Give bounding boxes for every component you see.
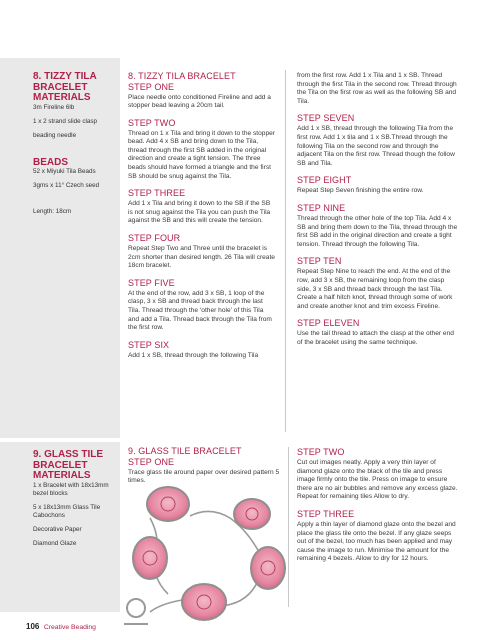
step-heading: STEP SEVEN — [297, 113, 355, 124]
step-text: At the end of the row, add 3 x SB, 1 loop of the clasp, 3 x SB and thread back through the last Tila. Thread through the ‘other hole’ of this Tila and add a Tila. Thread back through the Tila from the first row. — [128, 289, 272, 332]
material-item: beading needle — [33, 131, 77, 139]
tizzy-materials-sidebar — [33, 72, 113, 216]
glass-tile — [234, 499, 270, 529]
step-text: Add 1 x Tila and bring it down to the SB if the SB is not snug against the Tila you can push the Tila against the SB and this will create the tension. — [128, 200, 271, 225]
step-text: Add 1 x SB, thread through the following Tila — [128, 351, 259, 359]
step-heading: STEP ONE — [128, 81, 175, 92]
page-footer — [26, 616, 96, 634]
glass-tile — [182, 584, 226, 620]
step-text: Thread on 1 x Tila and bring it down to the stopper bead. Add 4 x SB and bring down to the Tila, thread through the first SB added in the original direction and create a tight tension. The three beads should have formed a triangle and the first SB should be snug against the Tila. — [128, 129, 275, 180]
glass-tile — [147, 487, 189, 521]
bead-item: 52 x Miyuki Tila Beads — [33, 168, 96, 175]
glass-title: 9. GLASS TILE BRACELET — [128, 446, 242, 456]
step-heading: STEP ONE — [128, 456, 175, 467]
step-text: Place needle onto conditioned Fireline and add a stopper bead leaving a 20cm tail. — [128, 93, 271, 110]
step-text: Repeat Step Nine to reach the end. At the end of the row, add 3 x SB, the remaining loop from the clasp side, 3 x SB and thread back through the last Tila. Create a half hitch knot, thread through some of work and create another knot and trim excess Fireline. — [297, 268, 453, 310]
step-heading: STEP TEN — [297, 256, 342, 267]
tizzy-column-left — [128, 72, 276, 367]
step-heading: STEP SIX — [128, 339, 170, 350]
material-item: 3m Fireline 6lb — [33, 103, 75, 111]
step-heading: STEP ELEVEN — [297, 318, 360, 329]
glass-column-right — [297, 447, 459, 571]
step-text: Thread through the other hole of the top Tila. Add 4 x SB and bring them down to the Tila, thread through the first SB add in the original direction and create a tight tension. Thread through the following Tila. — [297, 214, 458, 248]
column-divider — [288, 447, 289, 607]
material-item: 1 x 2 strand slide clasp — [33, 117, 98, 125]
step-heading: STEP NINE — [297, 202, 346, 213]
step-text: Use the tail thread to attach the clasp at the other end of the bracelet using the same technique. — [297, 330, 454, 346]
section-divider — [0, 438, 487, 442]
material-item: 5 x 18x13mm Glass Tile Cabochons — [33, 503, 101, 519]
material-item: Decorative Paper — [33, 525, 82, 533]
length-text: Length: 18cm — [33, 208, 72, 215]
tizzy-title: 8. TIZZY TILA BRACELET — [128, 71, 236, 81]
step-text: Add 1 x SB, thread through the following Tila from the first row. Add 1 x tila and 1 x SB.Thread through the following Tila on the second row and through the adjacent Tila on the first row. Thread though the follow SB and Tila. — [297, 125, 455, 167]
glass-materials-heading: 9. GLASS TILE BRACELET MATERIALS — [33, 449, 104, 481]
column-divider — [285, 70, 286, 432]
step-text: Apply a thin layer of diamond glaze onto the bezel and place the glass tile onto the bezel. If any glaze seeps out of the bezel, too much has been applied and may cause the image to run. Minimise the amount for the remaining 4 bezels. Allow to dry for 12 hours. — [297, 520, 456, 563]
step-heading: STEP FOUR — [128, 233, 181, 244]
glass-tile — [133, 537, 167, 579]
glass-materials-sidebar — [33, 450, 113, 548]
step-text: Cut out images neatly. Apply a very thin layer of diamond glaze onto the black of the tile and press image firmly onto the tile. Press on image to ensure there are no air bubbles and remove any excess glaze. Repeat for remaining tiles Allow to dry. — [297, 459, 458, 501]
step-heading: STEP THREE — [128, 188, 186, 199]
continued-text: from the first row. Add 1 x Tila and 1 x SB. Thread through the first Tila in the second row. Thread through the Tila on the first row as well as the following SB and Tila. — [297, 72, 457, 105]
toggle-clasp — [124, 599, 148, 624]
beads-heading: BEADS — [33, 156, 69, 168]
glass-tile-bracelet-photo — [120, 476, 290, 632]
step-text: Repeat Step Seven finishing the entire row. — [297, 187, 424, 195]
glass-tile — [251, 547, 285, 589]
step-heading: STEP TWO — [128, 117, 176, 128]
step-heading: STEP EIGHT — [297, 175, 352, 186]
tizzy-column-right — [297, 72, 459, 354]
tizzy-materials-heading: 8. TIZZY TILA BRACELET MATERIALS — [33, 71, 97, 103]
bead-item: 3gms x 11° Czech seed — [33, 182, 100, 189]
step-heading: STEP FIVE — [128, 277, 175, 288]
step-text: Trace glass tile around paper over desired pattern 5 times. — [128, 468, 280, 485]
step-heading: STEP TWO — [297, 447, 345, 457]
page-number: 106 — [26, 622, 40, 631]
material-item: Diamond Glaze — [33, 539, 77, 547]
step-heading: STEP THREE — [297, 508, 355, 519]
magazine-name: Creative Beading — [43, 624, 96, 631]
material-item: 1 x Bracelet with 18x13mm bezel blocks — [33, 481, 109, 497]
step-text: Repeat Step Two and Three until the bracelet is 2cm shorter than desired length. 26 Tila will create 18cm bracelet. — [128, 245, 275, 270]
